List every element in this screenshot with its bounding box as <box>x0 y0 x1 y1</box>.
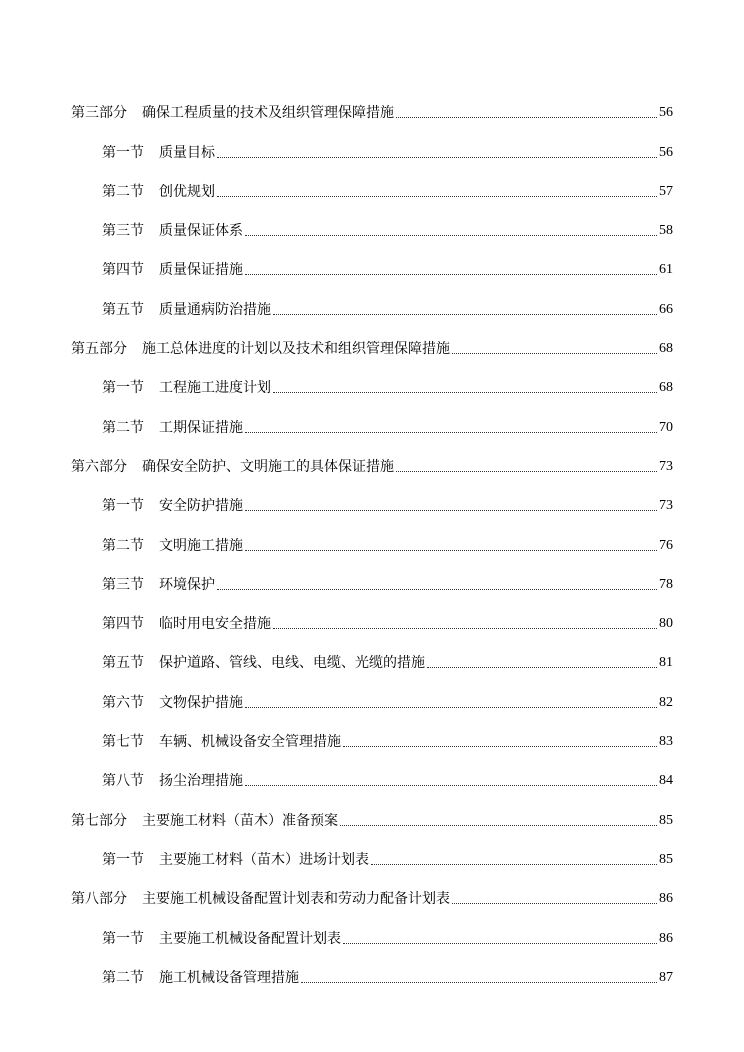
toc-entry-page: 56 <box>659 105 673 121</box>
toc-entry-title: 文物保护措施 <box>159 694 243 711</box>
toc-entry-title: 工期保证措施 <box>159 419 243 436</box>
toc-entry-title: 确保工程质量的技术及组织管理保障措施 <box>142 105 394 122</box>
toc-entry-number: 第一节 <box>102 498 144 515</box>
dot-leader <box>340 825 657 826</box>
toc-entry-number: 第四节 <box>102 262 144 279</box>
toc-entry-label <box>102 734 341 750</box>
toc-entry-label <box>71 891 450 907</box>
toc-entry-title: 保护道路、管线、电线、电缆、光缆的措施 <box>159 655 425 672</box>
toc-entry-title: 车辆、机械设备安全管理措施 <box>159 734 341 751</box>
dot-leader <box>245 274 657 275</box>
toc-entry-label <box>102 420 243 436</box>
toc-entry[interactable] <box>71 332 673 371</box>
toc-entry-number: 第四节 <box>102 616 144 633</box>
dot-leader <box>245 510 657 511</box>
toc-entry-number: 第一节 <box>102 930 144 947</box>
toc-entry[interactable] <box>71 607 673 646</box>
toc-entry-page: 80 <box>659 616 673 632</box>
toc-entry[interactable] <box>71 410 673 449</box>
toc-entry[interactable] <box>71 135 673 174</box>
toc-entry-page: 66 <box>659 301 673 317</box>
toc-entry-number: 第八部分 <box>71 891 127 908</box>
toc-entry-number: 第二节 <box>102 419 144 436</box>
toc-entry-page: 85 <box>659 812 673 828</box>
dot-leader <box>217 157 657 158</box>
dot-leader <box>273 628 657 629</box>
toc-entry-page: 70 <box>659 419 673 435</box>
toc-entry-page: 78 <box>659 576 673 592</box>
toc-entry[interactable] <box>71 214 673 253</box>
dot-leader <box>245 550 657 551</box>
toc-entry-title: 创优规划 <box>159 183 215 200</box>
toc-entry-page: 58 <box>659 223 673 239</box>
toc-entry[interactable] <box>71 685 673 724</box>
toc-entry-label <box>102 655 425 671</box>
toc-entry-label <box>102 302 271 318</box>
dot-leader <box>427 667 657 668</box>
toc-entry-label <box>102 931 341 947</box>
toc-entry[interactable] <box>71 764 673 803</box>
toc-entry-label <box>102 184 215 200</box>
toc-entry-number: 第三节 <box>102 576 144 593</box>
toc-entry[interactable] <box>71 371 673 410</box>
toc-entry-label <box>71 341 450 357</box>
toc-entry[interactable] <box>71 450 673 489</box>
toc-entry-number: 第六部分 <box>71 458 127 475</box>
toc-entry-title: 主要施工机械设备配置计划表和劳动力配备计划表 <box>142 891 450 908</box>
dot-leader <box>245 235 657 236</box>
toc-entry-title: 确保安全防护、文明施工的具体保证措施 <box>142 458 394 475</box>
toc-entry-label <box>102 773 243 789</box>
dot-leader <box>396 117 657 118</box>
toc-entry-label <box>102 498 243 514</box>
toc-entry-number: 第二节 <box>102 969 144 986</box>
toc-entry[interactable] <box>71 843 673 882</box>
toc-entry-page: 83 <box>659 734 673 750</box>
toc-entry-page: 76 <box>659 537 673 553</box>
toc-entry-number: 第三节 <box>102 223 144 240</box>
toc-entry-page: 57 <box>659 183 673 199</box>
toc-entry[interactable] <box>71 96 673 135</box>
dot-leader <box>396 471 657 472</box>
toc-entry-page: 86 <box>659 930 673 946</box>
toc-entry-page: 68 <box>659 341 673 357</box>
toc-entry-title: 施工总体进度的计划以及技术和组织管理保障措施 <box>142 341 450 358</box>
table-of-contents <box>71 96 673 1000</box>
dot-leader <box>371 864 657 865</box>
dot-leader <box>245 785 657 786</box>
toc-entry[interactable] <box>71 175 673 214</box>
toc-entry-number: 第七部分 <box>71 812 127 829</box>
toc-entry-title: 环境保护 <box>159 576 215 593</box>
toc-entry-label <box>102 852 369 868</box>
toc-entry-number: 第一节 <box>102 144 144 161</box>
toc-entry-title: 主要施工材料（苗木）进场计划表 <box>159 851 369 868</box>
toc-entry-title: 文明施工措施 <box>159 537 243 554</box>
toc-entry-page: 84 <box>659 773 673 789</box>
toc-entry[interactable] <box>71 961 673 1000</box>
toc-entry-page: 73 <box>659 458 673 474</box>
toc-entry-title: 主要施工材料（苗木）准备预案 <box>142 812 338 829</box>
toc-entry[interactable] <box>71 725 673 764</box>
toc-entry-label <box>102 695 243 711</box>
toc-entry[interactable] <box>71 921 673 960</box>
dot-leader <box>343 943 657 944</box>
toc-entry-label <box>71 459 394 475</box>
toc-entry-number: 第六节 <box>102 694 144 711</box>
toc-entry-label <box>71 813 338 829</box>
toc-entry[interactable] <box>71 568 673 607</box>
toc-entry-number: 第五节 <box>102 301 144 318</box>
dot-leader <box>301 982 657 983</box>
toc-entry-page: 86 <box>659 891 673 907</box>
toc-entry-page: 87 <box>659 969 673 985</box>
toc-entry-title: 质量目标 <box>159 144 215 161</box>
toc-entry-page: 61 <box>659 262 673 278</box>
toc-entry[interactable] <box>71 489 673 528</box>
toc-entry-label <box>102 616 271 632</box>
toc-entry[interactable] <box>71 646 673 685</box>
dot-leader <box>245 432 657 433</box>
toc-entry-title: 施工机械设备管理措施 <box>159 969 299 986</box>
toc-entry-page: 73 <box>659 498 673 514</box>
toc-entry-number: 第三部分 <box>71 105 127 122</box>
toc-entry-label <box>102 223 243 239</box>
toc-entry[interactable] <box>71 528 673 567</box>
toc-entry-title: 工程施工进度计划 <box>159 380 271 397</box>
toc-entry-page: 56 <box>659 144 673 160</box>
toc-entry-label <box>102 970 299 986</box>
toc-entry-number: 第五部分 <box>71 341 127 358</box>
toc-entry[interactable] <box>71 292 673 331</box>
toc-entry-number: 第一节 <box>102 851 144 868</box>
toc-entry[interactable] <box>71 803 673 842</box>
toc-entry-number: 第八节 <box>102 773 144 790</box>
dot-leader <box>245 707 657 708</box>
toc-entry-label <box>102 380 271 396</box>
dot-leader <box>217 196 657 197</box>
toc-entry-number: 第二节 <box>102 183 144 200</box>
toc-entry-title: 扬尘治理措施 <box>159 773 243 790</box>
dot-leader <box>452 353 657 354</box>
toc-entry-number: 第五节 <box>102 655 144 672</box>
toc-entry-title: 质量通病防治措施 <box>159 301 271 318</box>
toc-entry[interactable] <box>71 882 673 921</box>
toc-entry-title: 质量保证体系 <box>159 223 243 240</box>
toc-entry-number: 第二节 <box>102 537 144 554</box>
toc-entry-page: 68 <box>659 380 673 396</box>
toc-entry-title: 主要施工机械设备配置计划表 <box>159 930 341 947</box>
toc-entry-page: 82 <box>659 694 673 710</box>
toc-entry-page: 81 <box>659 655 673 671</box>
toc-entry-title: 质量保证措施 <box>159 262 243 279</box>
toc-entry-label <box>102 538 243 554</box>
dot-leader <box>217 589 657 590</box>
toc-entry-label <box>102 262 243 278</box>
toc-entry-title: 临时用电安全措施 <box>159 616 271 633</box>
dot-leader <box>273 392 657 393</box>
toc-entry-label <box>102 577 215 593</box>
dot-leader <box>343 746 657 747</box>
toc-entry[interactable] <box>71 253 673 292</box>
dot-leader <box>273 314 657 315</box>
toc-entry-label <box>102 145 215 161</box>
toc-entry-title: 安全防护措施 <box>159 498 243 515</box>
dot-leader <box>452 903 657 904</box>
toc-entry-number: 第七节 <box>102 734 144 751</box>
toc-entry-page: 85 <box>659 851 673 867</box>
toc-entry-label <box>71 105 394 121</box>
toc-entry-number: 第一节 <box>102 380 144 397</box>
